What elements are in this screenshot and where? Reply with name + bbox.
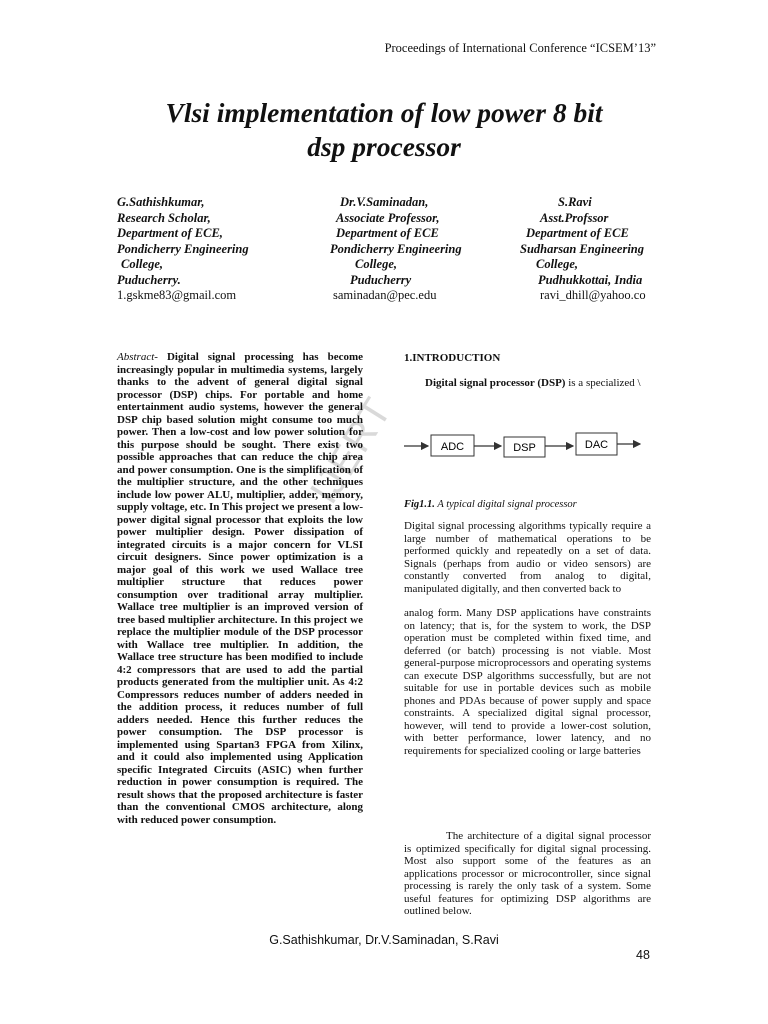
- author-department: Department of ECE: [526, 226, 629, 240]
- title-line-2: dsp processor: [307, 131, 461, 162]
- author-institution: Pondicherry Engineering: [117, 241, 249, 256]
- author-block-2: [330, 195, 462, 304]
- author-location: Puducherry.: [117, 272, 181, 287]
- author-department: Department of ECE,: [117, 226, 223, 240]
- author-name: Dr.V.Saminadan,: [340, 195, 429, 209]
- author-institution-cont: College,: [121, 257, 164, 271]
- author-position: Associate Professor,: [336, 210, 440, 225]
- author-block-1: [117, 195, 249, 304]
- figure-caption: [404, 499, 577, 510]
- author-location: Puducherry: [350, 272, 412, 287]
- abstract: [117, 351, 363, 826]
- watermark: IJERT: [302, 390, 401, 512]
- author-institution: Pondicherry Engineering: [330, 241, 462, 256]
- author-email: 1.gskme83@gmail.com: [117, 288, 237, 302]
- figure-label: Fig1.1.: [404, 499, 435, 510]
- dsp-definition-rest: is a specialized \: [565, 377, 641, 389]
- section-heading-introduction: 1.INTRODUCTION: [404, 352, 501, 364]
- intro-paragraph-2: analog form. Many DSP applications have constraints on latency; that is, for the system to work, the DSP operation must be completed within fixed time, and deferred (or batch) processing is not viable. Most general-purpose microprocessors and operating systems can execute DSP algorithms successfully, but are not suitable for use in portable devices such as mobile phones and PDAs because of power supply and space constraints. A specialized digital signal processor, however, will tend to provide a lower-cost solution, with better performance, lower latency, and no requirements for specialized cooling or large batteries: [404, 607, 651, 757]
- dsp-definition-term: Digital signal processor (DSP): [425, 377, 566, 389]
- intro-paragraph-1: Digital signal processing algorithms typically require a large number of mathematical operations to be performed quickly and repeatedly on a set of data. Signals (perhaps from audio or video sensors) are constantly converted from analog to digital, manipulated digitally, and then converted back to: [404, 520, 651, 595]
- author-email: ravi_dhill@yahoo.co: [540, 288, 646, 302]
- adc-label: ADC: [440, 441, 465, 453]
- author-position: Research Scholar,: [117, 210, 211, 225]
- block-diagram: [404, 426, 644, 466]
- dsp-definition: [425, 377, 641, 389]
- author-institution: Sudharsan Engineering: [520, 241, 645, 256]
- dac-label: DAC: [584, 439, 609, 451]
- abstract-text: Digital signal processing has become increasingly popular in multimedia systems, largely thanks to the advent of general digital signal processor (DSP) chips. For portable and home entertainment audio systems, however the general DSP chip based solution might consume too much power. Then a low-cost and low power solution for this purpose should be sought. There exist two possible approaches that can reduce the chip area and power consumption. One is the simplification of the multiplier structure, and the other techniques include low power ALU, multiplier, adder, memory, supply voltage, etc. In This project we present a low-power digital signal processor that exploits the low power multiplier design. Power dissipation of integrated circuits is a major concern for VLSI circuit designers. Since power optimization is a major goal of this work we used Wallace tree multiplier structure that reduces power consumption over traditional array multiplier. Wallace tree multiplier is an improved version of tree based multiplier architecture. In this project we replace the multiplier module of the DSP processor with Wallace tree multiplier. In addition, the Wallace tree structure has been modified to include 4:2 compressors that are used to add the partial products generated from the multiplier unit. As 4:2 Compressors reduces number of adders needed in the addition process, it reduces number of full adders needed. Hence this further reduces the power consumption. The DSP processor is implemented using Spartan3 FPGA from Xilinx, and it could also implemented using Application specific Integrated Circuits (ASIC) when further reduction in power consumption is required. The result shows that the proposed architecture is faster than the conventional CMOS architecture, along with reduced power consumption.: [117, 351, 363, 826]
- paper-title: [60, 96, 708, 164]
- title-line-1: Vlsi implementation of low power 8 bit: [165, 97, 603, 128]
- author-institution-cont: College,: [355, 257, 398, 271]
- author-email: saminadan@pec.edu: [333, 288, 437, 302]
- running-footer: G.Sathishkumar, Dr.V.Saminadan, S.Ravi: [269, 933, 499, 947]
- intro-paragraph-3: The architecture of a digital signal processor is optimized specifically for digital signal processing. Most also support some of the features as an applications processor or microcontroller, since signal processing is rarely the only task of a system. Some useful features for optimizing DSP algorithms are outlined below.: [404, 830, 651, 917]
- author-institution-cont: College,: [536, 257, 579, 271]
- author-name: G.Sathishkumar,: [117, 195, 205, 209]
- abstract-lead: Abstract-: [117, 351, 158, 363]
- author-location: Pudhukkottai, India: [538, 272, 643, 287]
- author-department: Department of ECE: [336, 226, 439, 240]
- author-name: S.Ravi: [558, 195, 592, 209]
- page-number: 48: [636, 948, 650, 962]
- author-block-3: [518, 195, 646, 304]
- dsp-label: DSP: [513, 442, 536, 454]
- figure-caption-text: A typical digital signal processor: [434, 499, 577, 510]
- running-header: Proceedings of International Conference “ICSEM’13”: [384, 41, 656, 55]
- author-position: Asst.Profssor: [540, 210, 609, 225]
